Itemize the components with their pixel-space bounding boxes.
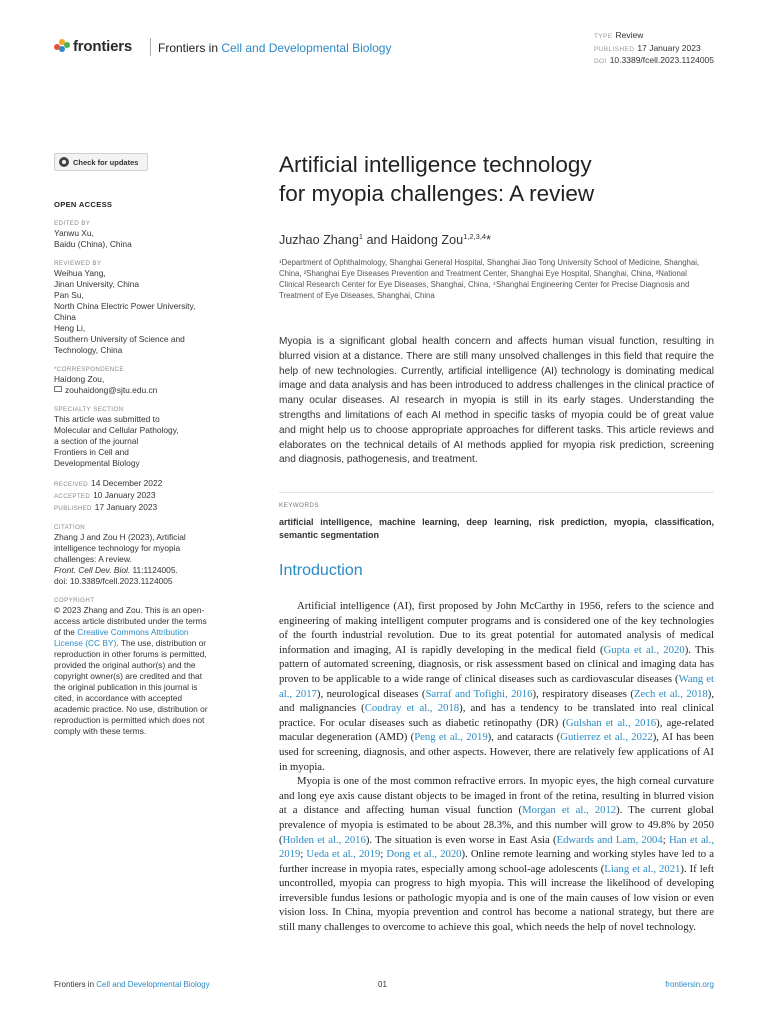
sidebar (54, 153, 234, 737)
author-name[interactable]: Haidong Zou (391, 233, 464, 248)
article-header (279, 150, 714, 301)
body-text (279, 599, 714, 935)
copyright-rest (54, 649, 234, 737)
citation-lines (54, 532, 234, 565)
title-line-2: for myopia challenges: A review (279, 181, 595, 206)
abstract: Myopia is a significant global health concern and affects human visual function, resulting in blurred vision at a distance. There are still many unsolved challenges in this field that require the help of new technologies. Currently, artificial intelligence (AI) technology is dominating medical image and data analysis and has been introduced to address challenges in the clinical practice of many ocular diseases. AI research in myopia is still in its early stages. Understanding the strengths and limitations of each AI method in specific tasks of myopia could be of great value and might help us to choose appropriate approaches for different tasks. This article reviews and elaborates on the technical details of AI methods applied for myopia risk prediction, screening and diagnosis, pathogenesis, and treatment. (279, 336, 714, 466)
specialty-list (54, 414, 234, 469)
list-line: Pan Su, (54, 290, 84, 300)
list-line: reproduction in other forums is permitted, (54, 649, 207, 659)
page-number: 01 (378, 980, 387, 989)
citation-link[interactable]: Gupta et al., 2020 (603, 643, 685, 656)
logo-text: frontiers (73, 38, 133, 55)
received-date: 14 December 2022 (91, 478, 163, 488)
accepted-label: ACCEPTED (54, 493, 91, 500)
author-list (279, 232, 714, 247)
meta-doi-label: DOI (593, 58, 607, 65)
citation-doi[interactable]: doi: 10.3389/fcell.2023.1124005 (54, 576, 173, 586)
list-line: Weihua Yang, (54, 268, 106, 278)
text-run: ), and has a tendency to be translated into real clinical practice. For ocular diseases such as diabetic retinopathy (DR) ( (279, 702, 714, 729)
keywords-heading: KEYWORDS (279, 502, 319, 509)
meta-type (594, 30, 714, 43)
received-label: RECEIVED (54, 481, 89, 488)
citation-link[interactable]: Coudray et al., 2018 (364, 702, 460, 715)
open-access-label: OPEN ACCESS (54, 200, 113, 209)
list-line: Developmental Biology (54, 458, 140, 468)
citation-link[interactable]: Gulshan et al., 2016 (565, 716, 657, 729)
list-line: a section of the journal (54, 436, 139, 446)
check-for-updates-label: Check for updates (73, 157, 139, 167)
citation-journal: Front. Cell Dev. Biol. (54, 565, 131, 575)
article-meta (594, 30, 714, 68)
citation-volume: 11:1124005. (130, 565, 178, 575)
copyright-line-1: © 2023 Zhang and Zou. This is an open- (54, 605, 205, 615)
text-run: ). The situation is even worse in East Asia ( (365, 833, 557, 846)
list-line: challenges: A review. (54, 554, 132, 564)
copyright-line-4-text: . The use, distribution or (116, 638, 207, 648)
citation-link[interactable]: Ueda et al., 2019 (306, 848, 381, 861)
frontiers-logo-icon (54, 39, 70, 55)
edited-by-heading: EDITED BY (54, 220, 91, 227)
citation-block (54, 532, 234, 587)
correspondence-email[interactable]: zouhaidong@sjtu.edu.cn (65, 385, 158, 395)
meta-type-value: Review (615, 30, 644, 40)
citation-link[interactable]: Sarraf and Tofighi, 2016 (425, 687, 533, 700)
citation-link[interactable]: Dong et al., 2020 (386, 848, 462, 861)
text-run: Artificial intelligence (AI), first proposed by John McCarthy in 1956, refers to the science and engineering of making intelligent computer programs and is considered one of the key technologies of the fourth industrial revolution. Due to its great potential for automated analysis of medical information and imaging, AI is rapidly developing in the medical field ( (279, 600, 714, 656)
accepted-date: 10 January 2023 (93, 490, 156, 500)
frontiers-logo[interactable] (54, 38, 132, 55)
published-label: PUBLISHED (54, 505, 92, 512)
affiliations: ¹Department of Ophthalmology, Shanghai General Hospital, Shanghai Jiao Tong University School of Medicine, Shanghai, China, ²Shanghai Eye Diseases Prevention and Treatment Center, Shanghai Eye Hospital, Shanghai, China, ³National Clinical Research Center for Eye Diseases, Shanghai, China, ⁴Shanghai Engineering Center for Precise Diagnosis and Treatment of Eye Diseases, Shanghai, China (279, 258, 700, 301)
list-line: Heng Li, (54, 323, 86, 333)
published-date: 17 January 2023 (94, 502, 158, 512)
list-line: Zhang J and Zou H (2023), Artificial (54, 532, 186, 542)
crossmark-icon (59, 157, 69, 167)
meta-doi (594, 55, 714, 68)
text-run: ), and cataracts ( (487, 731, 561, 744)
footer-journal-link[interactable]: Cell and Developmental Biology (96, 980, 210, 989)
envelope-icon (54, 386, 62, 392)
meta-published-value: 17 January 2023 (637, 42, 701, 53)
list-line: Yanwu Xu, (54, 228, 94, 238)
text-run: ). This pattern of automated screening, diagnosis, or risk assessment based on clinical and imaging data has proven to be applicable to a wide range of clinical diseases such as cardiovascular diseases ( (279, 643, 715, 685)
specialty-heading: SPECIALTY SECTION (54, 406, 124, 413)
citation-link[interactable]: Han et al., 2019 (279, 833, 714, 861)
list-line: comply with these terms. (54, 726, 147, 736)
copyright-line-3-text: of the (54, 627, 78, 637)
text-run: ), age-related macular degeneration (AMD) ( (279, 716, 714, 744)
list-line: copyright owner(s) are credited and that (54, 671, 203, 681)
text-run: ), neurological diseases ( (316, 687, 426, 700)
list-line: This article was submitted to (54, 414, 160, 424)
meta-published (594, 43, 714, 56)
header-divider (150, 38, 151, 56)
footer-journal[interactable] (54, 980, 210, 989)
copyright-line-4 (54, 638, 234, 649)
author-name[interactable]: Juzhao Zhang (279, 233, 359, 248)
meta-doi-value[interactable]: 10.3389/fcell.2023.1124005 (609, 55, 714, 65)
list-line: North China Electric Power University, (54, 301, 196, 311)
text-run: ), AI has been used for screening, diagnosis, and other aspects. However, there are relatively few applications of AI in myopia. (279, 731, 714, 773)
list-line: intelligence technology for myopia (54, 543, 181, 553)
correspondence-email-row[interactable] (54, 385, 234, 396)
copyright-line-3 (54, 627, 234, 638)
edited-by-list (54, 228, 234, 250)
cc-license-link-part1[interactable]: Creative Commons Attribution (77, 627, 189, 637)
citation-link[interactable]: Holden et al., 2016 (282, 833, 366, 846)
list-line: Baidu (China), China (54, 239, 132, 249)
citation-link[interactable]: Zech et al., 2018 (633, 687, 708, 700)
title-line-1: Artificial intelligence technology (279, 152, 592, 177)
journal-prefix: Frontiers in (158, 41, 222, 55)
text-run: ). The current global prevalence of myopia is estimated to be about 28.3%, and this number will grow to 49.8% by 2050 ( (279, 804, 715, 846)
citation-link[interactable]: Wang et al., 2017 (279, 672, 715, 700)
author-and: and (363, 233, 392, 248)
text-run: ; (300, 848, 307, 861)
list-line: provided the original author(s) and the (54, 660, 196, 670)
dates-block (54, 478, 234, 514)
citation-link[interactable]: Morgan et al., 2012 (522, 804, 617, 817)
list-line: cited, in accordance with accepted (54, 693, 183, 703)
correspondence-heading: *CORRESPONDENCE (54, 366, 124, 373)
copyright-line-2: access article distributed under the terms (54, 616, 207, 626)
list-line: academic practice. No use, distribution or (54, 704, 208, 714)
citation-link[interactable]: Peng et al., 2019 (414, 731, 488, 744)
text-run: ). Online remote learning and working styles have led to a further increase in myopia rates, especially among school-age adolescents ( (279, 848, 714, 875)
list-line: Southern University of Science and (54, 334, 185, 344)
list-line: Molecular and Cellular Pathology, (54, 425, 179, 435)
cc-license-link-part2[interactable]: License (CC BY) (54, 638, 117, 648)
section-heading: Introduction (279, 562, 363, 579)
site-link[interactable]: frontiersin.org (665, 980, 714, 989)
list-line: China (54, 312, 76, 322)
paragraph (279, 599, 714, 774)
reviewed-by-heading: REVIEWED BY (54, 260, 102, 267)
journal-title[interactable] (158, 41, 391, 55)
copyright-block (54, 605, 234, 737)
citation-link[interactable]: Liang et al., 2021 (604, 862, 681, 875)
keywords: artificial intelligence, machine learning, deep learning, risk prediction, myopia, classification, semantic segmentation (279, 517, 714, 540)
check-for-updates-button[interactable] (54, 153, 148, 171)
logo-dot (64, 42, 70, 48)
copyright-heading: COPYRIGHT (54, 597, 95, 604)
text-run: ). If left uncontrolled, myopia can progress to high myopia. This will increase the likelihood of developing irreversible fundus lesions or pathologic myopia and is one of the main causes of low vision or even vision loss. In China, myopia prevention and control has become a national strategy, but there are still many challenges to overcome to achieve this goal, which needs the help of novel technology. (279, 862, 714, 934)
citation-journal-line (54, 565, 234, 576)
correspondence-name: Haidong Zou, (54, 374, 105, 384)
article-title (279, 150, 714, 208)
citation-heading: CITATION (54, 524, 86, 531)
footer-journal-prefix: Frontiers in (54, 980, 97, 989)
author-affil-sup: 1,2,3,4 (463, 232, 487, 241)
text-run: ), respiratory diseases ( (532, 687, 634, 700)
published-row (54, 502, 234, 514)
paragraph (279, 774, 714, 935)
list-line: the original publication in this journal is (54, 682, 198, 692)
keywords-divider (279, 492, 714, 493)
meta-published-label: PUBLISHED (593, 45, 635, 53)
text-run: ; (662, 833, 669, 846)
list-line: reproduction is permitted which does not (54, 715, 205, 725)
author-affil-sup: 1 (358, 232, 363, 241)
text-run: Myopia is one of the most common refractive errors. In myopic eyes, the high corneal curvature and long eye axis cause distant objects to be imaged in front of the retina, resulting in blurred vision at a distance and affecting human visual function ( (279, 775, 714, 817)
citation-link[interactable]: Edwards and Lam, 2004 (556, 833, 663, 846)
meta-type-label: TYPE (593, 33, 613, 40)
reviewed-by-list (54, 268, 234, 356)
correspondence-block (54, 374, 234, 396)
received-row (54, 478, 234, 490)
accepted-row (54, 490, 234, 502)
list-line: Technology, China (54, 345, 123, 355)
text-run: ), and malignancies ( (279, 687, 715, 715)
list-line: Frontiers in Cell and (54, 447, 129, 457)
corresponding-mark: * (486, 233, 491, 248)
journal-name-link[interactable]: Cell and Developmental Biology (221, 41, 392, 55)
citation-link[interactable]: Gutierrez et al., 2022 (560, 731, 653, 744)
list-line: Jinan University, China (54, 279, 140, 289)
text-run: ; (380, 848, 387, 861)
